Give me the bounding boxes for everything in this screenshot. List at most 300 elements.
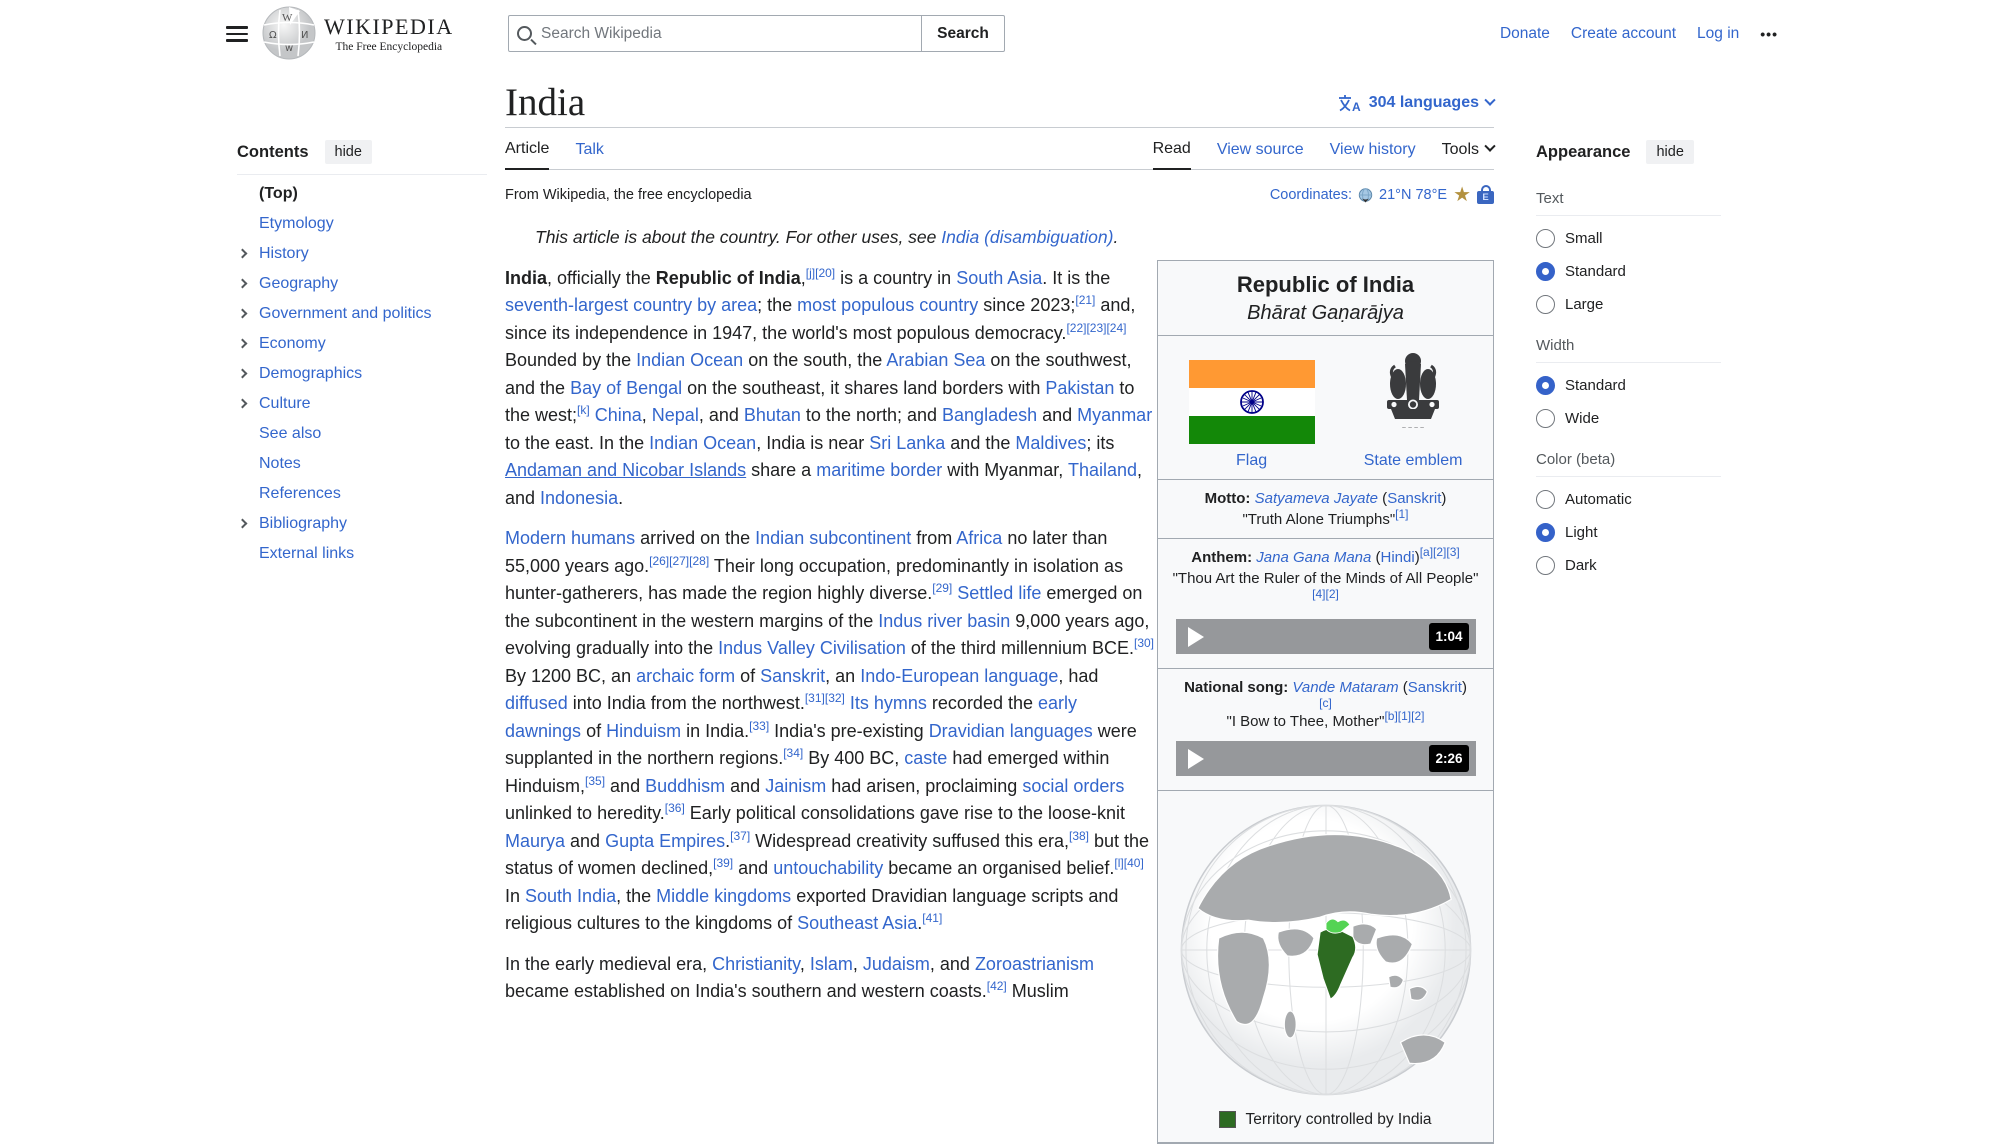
- text: of: [735, 665, 761, 686]
- text: .: [917, 913, 923, 933]
- song-reference[interactable]: [c]: [1319, 696, 1332, 710]
- search-button[interactable]: Search: [922, 15, 1005, 52]
- header-link-donate[interactable]: Donate: [1499, 25, 1550, 42]
- radio-label: Large: [1565, 296, 1604, 313]
- text: to the east. In the: [505, 432, 650, 453]
- text: on the southeast, it shares land borders with: [682, 377, 1046, 398]
- legend-color-swatch: [1219, 1111, 1236, 1128]
- text-link[interactable]: maritime border: [816, 460, 943, 480]
- text-link[interactable]: Settled life: [957, 583, 1042, 603]
- paragraph: [505, 951, 1157, 1006]
- svg-text:W: W: [282, 12, 293, 24]
- tabs-left: [505, 131, 604, 169]
- radio-button[interactable]: [1536, 229, 1555, 248]
- text: ; its: [1086, 432, 1115, 453]
- sidebar-item-see-also[interactable]: [237, 419, 487, 449]
- tab-label: Article: [505, 140, 550, 157]
- reference-link[interactable]: [30]: [1134, 636, 1155, 650]
- text-link[interactable]: Its hymns: [849, 693, 927, 713]
- text-link[interactable]: Hinduism: [606, 720, 682, 741]
- reference-link[interactable]: [k]: [577, 403, 590, 417]
- featured-star-icon[interactable]: ★: [1453, 184, 1471, 206]
- reference-link[interactable]: [33]: [749, 718, 770, 733]
- tab-label: View source: [1216, 141, 1304, 158]
- text: .: [618, 487, 624, 508]
- infobox-anthem-section: [1158, 539, 1493, 669]
- text: (: [1378, 490, 1388, 507]
- text: .: [1113, 227, 1119, 247]
- text: In the early medieval era,: [505, 953, 713, 974]
- text-link[interactable]: Thailand: [1067, 460, 1138, 480]
- header-links: [1500, 25, 1739, 43]
- search-box[interactable]: [508, 15, 922, 52]
- country-native-name: Bhārat Gaṇarājya: [1247, 302, 1404, 324]
- text-link[interactable]: Indian Ocean: [649, 432, 757, 453]
- sidebar-item-label[interactable]: Demographics: [259, 365, 363, 382]
- text: arrived on the: [635, 528, 756, 548]
- text: became established on India's southern and western coasts.: [505, 981, 987, 1001]
- sidebar-item-label[interactable]: Bibliography: [259, 515, 348, 532]
- anthem-duration-badge: 1:04: [1429, 623, 1468, 650]
- sidebar-item-bibliography[interactable]: [237, 509, 487, 539]
- text: , officially the: [547, 267, 656, 288]
- sidebar-item-culture[interactable]: [237, 389, 487, 419]
- text-link[interactable]: Judaism: [862, 953, 930, 974]
- radio-label: Dark: [1565, 557, 1597, 574]
- play-icon[interactable]: [1188, 749, 1204, 769]
- infobox-song-section: [1158, 669, 1493, 791]
- text: exported Dravidian language scripts and religious cultures to the kingdoms of: [505, 885, 1119, 933]
- map-legend: [1166, 1109, 1485, 1130]
- sidebar-item-label[interactable]: Notes: [259, 455, 301, 472]
- text: , had: [1058, 665, 1099, 686]
- text-link[interactable]: Bhutan: [743, 405, 801, 425]
- text-link[interactable]: Dravidian languages: [928, 720, 1093, 741]
- protection-lock-icon[interactable]: [1477, 185, 1494, 205]
- text-link[interactable]: Indus Valley Civilisation: [718, 638, 906, 658]
- sidebar-item-demographics[interactable]: [237, 359, 487, 389]
- radio-option-small[interactable]: [1536, 222, 1721, 255]
- song-audio-player[interactable]: [1176, 741, 1476, 776]
- text-link[interactable]: Middle kingdoms: [656, 885, 792, 906]
- reference-link[interactable]: [b][1][2]: [1384, 709, 1425, 723]
- text-link[interactable]: Satyameva Jayate: [1254, 490, 1379, 507]
- reference-link[interactable]: [29]: [932, 581, 953, 595]
- motto-line: [1168, 488, 1483, 509]
- svg-text:И: И: [301, 30, 309, 41]
- article-subtitle: From Wikipedia, the free encyclopedia: [505, 187, 752, 203]
- sidebar-item-label[interactable]: Etymology: [259, 215, 334, 232]
- site-header: [0, 0, 2000, 68]
- article-body: [505, 205, 1494, 1144]
- text-link[interactable]: Sri Lanka: [869, 432, 946, 453]
- wikipedia-globe-icon: [262, 6, 316, 60]
- text: By 1200 BC, an: [505, 665, 637, 686]
- reference-link[interactable]: [22][23][24]: [1066, 320, 1127, 335]
- text: ): [1461, 679, 1467, 696]
- text-link[interactable]: India (disambiguation): [941, 227, 1114, 247]
- appearance-hide-button[interactable]: hide: [1646, 140, 1693, 164]
- svg-text:w: w: [285, 43, 294, 54]
- radio-button[interactable]: [1536, 409, 1555, 428]
- text-link[interactable]: Hindi: [1380, 549, 1415, 566]
- text: . It is the: [1042, 267, 1111, 288]
- flag-box: [1189, 360, 1315, 471]
- title-row: [505, 80, 1494, 128]
- chevron-right-icon[interactable]: [238, 249, 248, 259]
- sidebar-item-etymology[interactable]: [237, 209, 487, 239]
- text: share a: [746, 460, 817, 480]
- text-link[interactable]: Vande Mataram: [1292, 679, 1399, 696]
- bold-text: India: [505, 267, 548, 288]
- text: Early political consolidations gave rise to the loose-knit: [684, 803, 1126, 823]
- text: since 2023;: [978, 295, 1076, 315]
- menu-icon[interactable]: [220, 18, 254, 50]
- sidebar-item-references[interactable]: [237, 479, 487, 509]
- radio-button[interactable]: [1536, 556, 1555, 575]
- text-link[interactable]: Indian Ocean: [636, 350, 744, 370]
- paragraphs: [505, 265, 1157, 1006]
- text-link[interactable]: China: [594, 405, 642, 425]
- subtitle-row: [505, 170, 1494, 205]
- text: and: [1037, 405, 1078, 425]
- text-link[interactable]: Myanmar: [1077, 405, 1153, 425]
- lock-body: E: [1477, 191, 1494, 204]
- radio-label: Light: [1565, 524, 1598, 541]
- text: to the west;: [505, 377, 1135, 425]
- text: ,: [800, 267, 806, 288]
- contents-list: [237, 175, 487, 569]
- coordinates-bar: [1270, 185, 1494, 205]
- language-selector-button[interactable]: [1337, 94, 1494, 112]
- text: India's pre-existing: [769, 720, 929, 741]
- text-link[interactable]: caste: [904, 748, 948, 768]
- text: into India from the northwest.: [567, 693, 805, 713]
- page-title: India: [505, 81, 586, 124]
- tab-tools[interactable]: [1442, 131, 1494, 170]
- text: Muslim: [1006, 981, 1069, 1001]
- text-link[interactable]: Christianity: [712, 953, 800, 974]
- radio-option-large[interactable]: [1536, 288, 1721, 321]
- text-link[interactable]: Pakistan: [1045, 377, 1115, 398]
- sidebar-item-external-links[interactable]: [237, 539, 487, 569]
- text-link[interactable]: seventh-largest country by area: [505, 295, 758, 315]
- reference-link[interactable]: [1]: [1395, 507, 1409, 521]
- text: ,: [641, 405, 652, 425]
- text-link[interactable]: Sanskrit: [760, 665, 826, 686]
- wikipedia-wordmark: [324, 14, 454, 53]
- text: , the: [616, 885, 657, 906]
- radio-option-light[interactable]: [1536, 516, 1721, 549]
- bold-text: Republic of India: [655, 267, 801, 288]
- text-link[interactable]: social orders: [1022, 775, 1125, 796]
- bold-text: National song:: [1184, 679, 1293, 696]
- infobox: [1157, 260, 1494, 1144]
- text-link[interactable]: diffused: [505, 693, 568, 713]
- text: ,: [852, 953, 863, 974]
- article-container: [505, 80, 1494, 1144]
- text: By 400 BC,: [803, 748, 905, 768]
- chevron-right-icon[interactable]: [238, 399, 248, 409]
- reference-link[interactable]: [l][40]: [1114, 856, 1144, 870]
- text-link[interactable]: Bay of Bengal: [570, 377, 683, 398]
- tab-label: Read: [1152, 140, 1191, 157]
- ellipsis-menu-icon[interactable]: •••: [1760, 26, 1778, 42]
- wikipedia-logo[interactable]: [262, 6, 454, 60]
- coordinates-value-link[interactable]: 21°N 78°E: [1379, 187, 1448, 203]
- appearance-title: Appearance: [1536, 142, 1631, 161]
- text: Their long occupation, predominantly in isolation as hunter-gatherers, has made the region highly diverse.: [505, 555, 1124, 603]
- radio-option-standard[interactable]: [1536, 255, 1721, 288]
- logo-title: WIKIPEDIA: [324, 13, 454, 39]
- chevron-right-icon[interactable]: [238, 279, 248, 289]
- text-link[interactable]: Sanskrit: [1387, 490, 1442, 507]
- text-link[interactable]: South Asia: [956, 267, 1043, 288]
- appearance-groups: [1536, 174, 1721, 582]
- text: from: [911, 528, 957, 548]
- text-link[interactable]: Indo-European language: [860, 665, 1059, 686]
- text: unlinked to heredity.: [505, 803, 665, 823]
- appearance-group-label-text: Text: [1536, 174, 1721, 216]
- song-line: [1168, 677, 1483, 698]
- text: ): [1441, 490, 1447, 507]
- radio-label: Small: [1565, 230, 1603, 247]
- text-link[interactable]: Jainism: [765, 775, 827, 796]
- search-icon: [517, 26, 532, 41]
- logo-subtitle: The Free Encyclopedia: [335, 40, 443, 53]
- state-emblem-image[interactable]: [1381, 348, 1445, 444]
- text-link[interactable]: Maldives: [1015, 432, 1087, 453]
- reference-link[interactable]: [26][27][28]: [649, 553, 710, 568]
- appearance-header: [1536, 140, 1721, 174]
- text: and the: [945, 432, 1016, 453]
- translate-icon: [1337, 94, 1362, 112]
- text-link[interactable]: Islam: [809, 953, 853, 974]
- text-link[interactable]: Sanskrit: [1407, 679, 1462, 696]
- text: 9,000 years ago, evolving gradually into the: [505, 610, 1150, 658]
- hatnote: [505, 224, 1157, 252]
- text-link[interactable]: Buddhism: [645, 775, 726, 796]
- text-link[interactable]: most populous country: [797, 295, 979, 315]
- paragraph: [505, 525, 1157, 938]
- text: "Thou Art the Ruler of the Minds of All People": [1172, 570, 1479, 587]
- sidebar-item-notes[interactable]: [237, 449, 487, 479]
- reference-link[interactable]: [42]: [986, 979, 1007, 993]
- search-bar: [508, 15, 1005, 52]
- text: but the status of women declined,: [505, 830, 1150, 878]
- chevron-right-icon[interactable]: [238, 309, 248, 319]
- radio-button[interactable]: [1536, 376, 1555, 395]
- infobox-motto-section: [1158, 480, 1493, 539]
- reference-link[interactable]: [39]: [713, 856, 734, 870]
- contents-sidebar: [237, 140, 487, 569]
- motto-translation: [1168, 509, 1483, 530]
- text: in India.: [681, 720, 750, 741]
- text-link[interactable]: Jana Gana Mana: [1256, 549, 1372, 566]
- tabs-row: [505, 131, 1494, 170]
- header-link-create-account[interactable]: Create account: [1570, 25, 1677, 42]
- sidebar-item-label[interactable]: Economy: [259, 335, 326, 352]
- radio-option-wide[interactable]: [1536, 402, 1721, 435]
- radio-option-automatic[interactable]: [1536, 483, 1721, 516]
- reference-link[interactable]: [34]: [783, 746, 804, 760]
- tab-article[interactable]: [505, 131, 549, 170]
- text-link[interactable]: Indonesia: [540, 487, 619, 508]
- text: is a country in: [835, 267, 957, 288]
- sidebar-item-label[interactable]: Culture: [259, 395, 311, 412]
- sidebar-item-label[interactable]: References: [259, 485, 341, 502]
- appearance-panel: [1536, 140, 1721, 582]
- text: became an organised belief.: [883, 858, 1115, 878]
- radio-option-dark[interactable]: [1536, 549, 1721, 582]
- radio-button[interactable]: [1536, 523, 1555, 542]
- text-link[interactable]: South India: [525, 885, 617, 906]
- text: recorded the: [926, 693, 1038, 713]
- legend-label: Territory controlled by India: [1245, 1111, 1432, 1128]
- emblem-caption-link[interactable]: State emblem: [1363, 452, 1463, 469]
- radio-label: Wide: [1565, 410, 1600, 427]
- text: ): [1414, 549, 1420, 566]
- header-link-log-in[interactable]: Log in: [1697, 25, 1740, 42]
- text: and: [733, 858, 774, 878]
- text: to the north; and: [800, 405, 943, 425]
- text-link[interactable]: Africa: [956, 528, 1003, 548]
- text-link[interactable]: Bangladesh: [942, 405, 1038, 425]
- play-icon[interactable]: [1188, 627, 1204, 647]
- reference-link[interactable]: [4][2]: [1312, 587, 1339, 601]
- svg-text:A: A: [1351, 99, 1361, 112]
- text: ,: [799, 953, 810, 974]
- coordinates-label-link[interactable]: Coordinates:: [1269, 187, 1353, 203]
- radio-label: Standard: [1565, 263, 1626, 280]
- search-input[interactable]: [541, 25, 913, 43]
- text: with Myanmar,: [942, 460, 1068, 480]
- header-user-links: [1500, 0, 1778, 68]
- sidebar-item-label[interactable]: Government and politics: [259, 305, 432, 322]
- text-link[interactable]: Indus river basin: [878, 610, 1011, 631]
- sidebar-item-top[interactable]: [237, 175, 487, 209]
- reference-link[interactable]: [37]: [730, 828, 751, 843]
- sidebar-item-label[interactable]: History: [259, 245, 309, 262]
- text: , and: [505, 460, 1143, 508]
- tab-talk[interactable]: [575, 131, 603, 170]
- emblem-motto-script: ~ ~ ~ ~: [1401, 425, 1425, 432]
- text-link[interactable]: Arabian Sea: [886, 350, 986, 370]
- emblem-box: [1364, 348, 1463, 471]
- india-flag-image[interactable]: [1189, 360, 1315, 444]
- flag-caption-link[interactable]: Flag: [1236, 452, 1268, 469]
- text: This article is about the country. For other uses, see: [535, 227, 942, 247]
- contents-hide-button[interactable]: hide: [325, 140, 372, 164]
- text: , and: [929, 953, 975, 974]
- text-link[interactable]: Andaman and Nicobar Islands: [505, 460, 747, 480]
- tab-read[interactable]: [1153, 131, 1191, 170]
- radio-button[interactable]: [1536, 295, 1555, 314]
- text: In: [505, 885, 526, 906]
- radio-label: Automatic: [1565, 491, 1632, 508]
- sidebar-item-label[interactable]: External links: [259, 545, 355, 562]
- text: and: [605, 775, 646, 796]
- text-link[interactable]: early dawnings: [505, 693, 1078, 741]
- text-link[interactable]: Gupta Empires: [605, 830, 726, 851]
- tab-view-source[interactable]: [1217, 131, 1304, 170]
- radio-button[interactable]: [1536, 262, 1555, 281]
- sidebar-item-label[interactable]: See also: [259, 425, 322, 442]
- languages-count: 304 languages: [1368, 93, 1479, 111]
- text-link[interactable]: Nepal: [651, 405, 699, 425]
- radio-button[interactable]: [1536, 490, 1555, 509]
- text: were supplanted in the northern regions.: [505, 720, 1137, 768]
- contents-header: [237, 140, 487, 175]
- text: Widespread creativity suffused this era,: [750, 830, 1069, 851]
- text: and, since its independence in 1947, the world's most populous democracy.: [505, 295, 1136, 343]
- appearance-group-label-width: Width: [1536, 321, 1721, 363]
- reference-link[interactable]: [41]: [922, 911, 943, 925]
- text-link[interactable]: Modern humans: [505, 528, 636, 548]
- sidebar-item-economy[interactable]: [237, 329, 487, 359]
- chevron-right-icon[interactable]: [238, 339, 248, 349]
- text-link[interactable]: Zoroastrianism: [974, 953, 1094, 974]
- infobox-header: [1158, 261, 1493, 336]
- infobox-map-section: [1158, 791, 1493, 1143]
- sidebar-item-government-and-politics[interactable]: [237, 299, 487, 329]
- text-link[interactable]: Maurya: [505, 830, 566, 851]
- article-text-column: [505, 205, 1157, 1006]
- song-duration-badge: 2:26: [1429, 745, 1468, 772]
- text: , an: [825, 665, 861, 686]
- sidebar-item-geography[interactable]: [237, 269, 487, 299]
- reference-link[interactable]: [j][20]: [805, 265, 836, 280]
- country-name: Republic of India: [1236, 272, 1415, 297]
- radio-option-standard[interactable]: [1536, 369, 1721, 402]
- anthem-audio-player[interactable]: [1176, 619, 1476, 654]
- contents-title: Contents: [237, 142, 309, 161]
- tab-view-history[interactable]: [1330, 131, 1416, 170]
- text-link[interactable]: archaic form: [636, 665, 736, 686]
- reference-link[interactable]: [21]: [1075, 293, 1096, 307]
- paragraph: [505, 265, 1157, 513]
- sidebar-item-history[interactable]: [237, 239, 487, 269]
- tab-label: Talk: [575, 141, 604, 158]
- radio-label: Standard: [1565, 377, 1626, 394]
- chevron-right-icon[interactable]: [238, 369, 248, 379]
- infobox-flag-emblem-section: [1158, 336, 1493, 480]
- reference-link[interactable]: [36]: [664, 801, 685, 815]
- text-link[interactable]: Indian subcontinent: [755, 528, 912, 548]
- text: of the third millennium BCE.: [905, 638, 1134, 658]
- chevron-right-icon[interactable]: [238, 519, 248, 529]
- reference-link[interactable]: [31][32]: [804, 691, 845, 705]
- text-link[interactable]: Southeast Asia: [797, 913, 918, 933]
- reference-link[interactable]: [38]: [1069, 828, 1090, 843]
- text-link[interactable]: untouchability: [773, 858, 884, 878]
- bold-text: Anthem:: [1191, 549, 1257, 566]
- sidebar-item-label[interactable]: Geography: [259, 275, 339, 292]
- reference-link[interactable]: [35]: [585, 773, 606, 788]
- reference-link[interactable]: [a][2][3]: [1419, 545, 1460, 559]
- svg-text:Ω: Ω: [269, 30, 277, 41]
- anthem-translation: [1168, 568, 1483, 610]
- text: (: [1398, 679, 1408, 696]
- text: had emerged within Hinduism,: [505, 748, 1110, 796]
- song-translation: [1168, 711, 1483, 732]
- tabs-right: [1153, 131, 1494, 169]
- text: "I Bow to Thee, Mother": [1226, 713, 1385, 730]
- text: , and: [698, 405, 744, 425]
- india-globe-map-image[interactable]: [1176, 801, 1476, 1099]
- sidebar-item-label: (Top): [259, 185, 298, 202]
- text: had arisen, proclaiming: [826, 775, 1023, 796]
